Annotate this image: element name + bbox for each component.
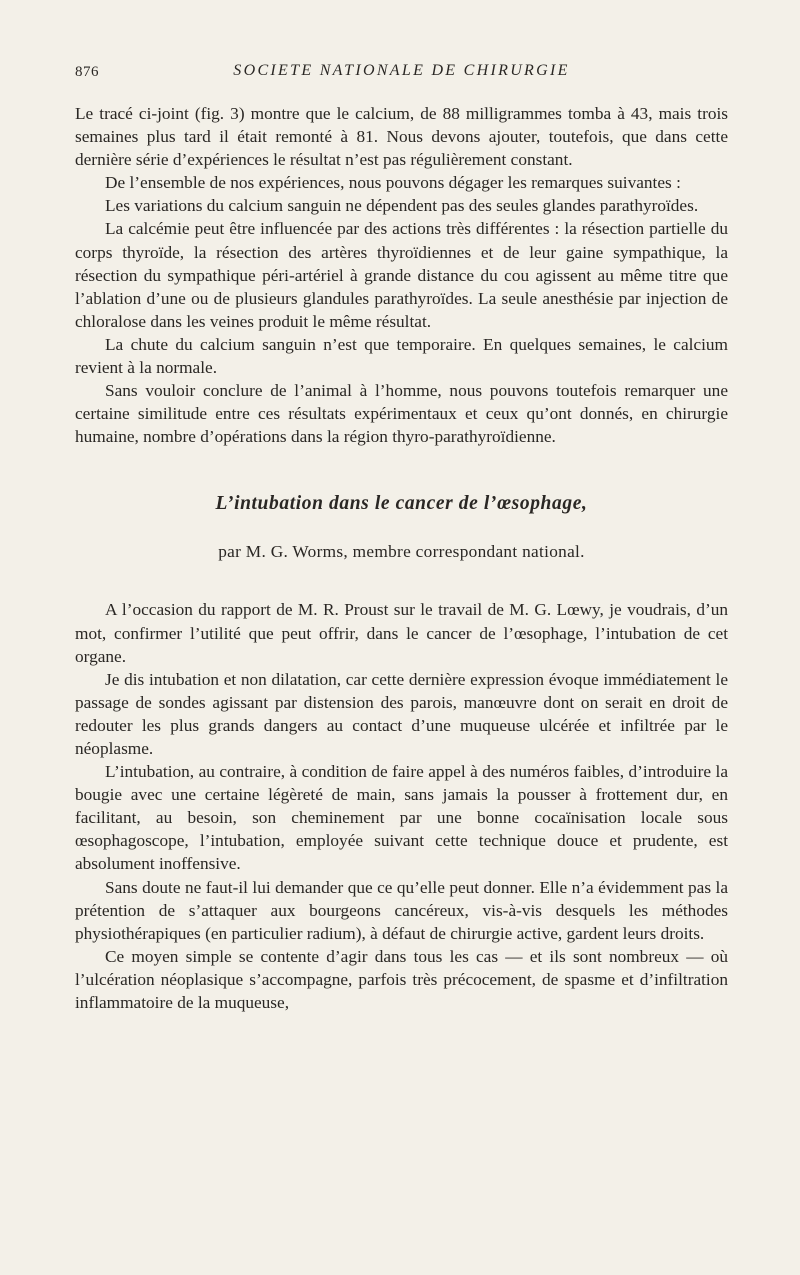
paragraph: De l’ensemble de nos expériences, nous pouvons dégager les remarques suivantes : <box>105 173 681 193</box>
section-conclusions <box>75 102 728 448</box>
page-number: 876 <box>75 64 99 80</box>
paragraph: A l’occasion du rapport de M. R. Proust sur le travail de M. G. Lœwy, je voudrais, d’un mot, confirmer l’utilité que peut offrir, dans le cancer de l’œsophage, l’intubation de cet organe. <box>75 600 728 666</box>
paragraph: Ce moyen simple se contente d’agir dans tous les cas — et ils sont nombreux — où l’ulcération néoplasique s’accompagne, parfois très précocement, de spasme et d’infiltration inflammatoire de la muqueuse, <box>75 946 728 1012</box>
running-head <box>75 62 728 88</box>
paragraph: Les variations du calcium sanguin ne dépendent pas des seules glandes parathyroïdes. <box>105 196 699 216</box>
paragraph: La chute du calcium sanguin n’est que temporaire. En quelques semaines, le calcium revient à la normale. <box>75 334 728 378</box>
paragraph: Sans vouloir conclure de l’animal à l’homme, nous pouvons toutefois remarquer une certaine similitude entre ces résultats expérimentaux et ceux qu’ont donnés, en chirurgie humaine, nombre d’opérations dans la région thyro-parathyroïdienne. <box>75 381 728 447</box>
article-byline: par M. G. Worms, membre correspondant national. <box>218 542 585 562</box>
paragraph: L’intubation, au contraire, à condition de faire appel à des numéros faibles, d’introduire la bougie avec une certaine légèreté de main, sans jamais la pousser à frottement dur, en facilitant, au besoin, son cheminement par une bonne cocaïnisation locale sous œsophagoscope, l’intubation, employée suivant cette technique douce et prudente, est absolument inoffensive. <box>75 762 728 874</box>
article-body <box>75 598 728 1014</box>
page <box>75 62 728 1014</box>
article-title: L’intubation dans le cancer de l’œsophage, <box>215 493 588 515</box>
journal-title: SOCIETE NATIONALE DE CHIRURGIE <box>233 62 570 79</box>
paragraph: Je dis intubation et non dilatation, car cette dernière expression évoque immédiatement le passage de sondes agissant par distension des parois, manœuvre dont on serait en droit de redouter les plus grands dangers au contact d’une muqueuse ulcérée et infiltrée par le néoplasme. <box>75 669 728 758</box>
paragraph: Sans doute ne faut-il lui demander que ce qu’elle peut donner. Elle n’a évidemment pas la prétention de s’attaquer aux bourgeons cancéreux, vis-à-vis desquels les méthodes physiothérapiques (en particulier radium), à défaut de chirurgie active, gardent leurs droits. <box>75 877 728 943</box>
paragraph: La calcémie peut être influencée par des actions très différentes : la résection partielle du corps thyroïde, la résection des artères thyroïdiennes et de leur gaine sympathique, la résection du sympathique péri-artériel à grande distance du cou agissent au même titre que l’ablation d’une ou de plusieurs glandules parathyroïdes. La seule anesthésie par injection de chloralose dans les veines produit le même résultat. <box>75 219 728 331</box>
paragraph: Le tracé ci-joint (fig. 3) montre que le calcium, de 88 milligrammes tomba à 43, mais trois semaines plus tard il était remonté à 81. Nous devons ajouter, toutefois, que dans cette dernière série d’expériences le résultat n’est pas régulièrement constant. <box>75 104 728 170</box>
